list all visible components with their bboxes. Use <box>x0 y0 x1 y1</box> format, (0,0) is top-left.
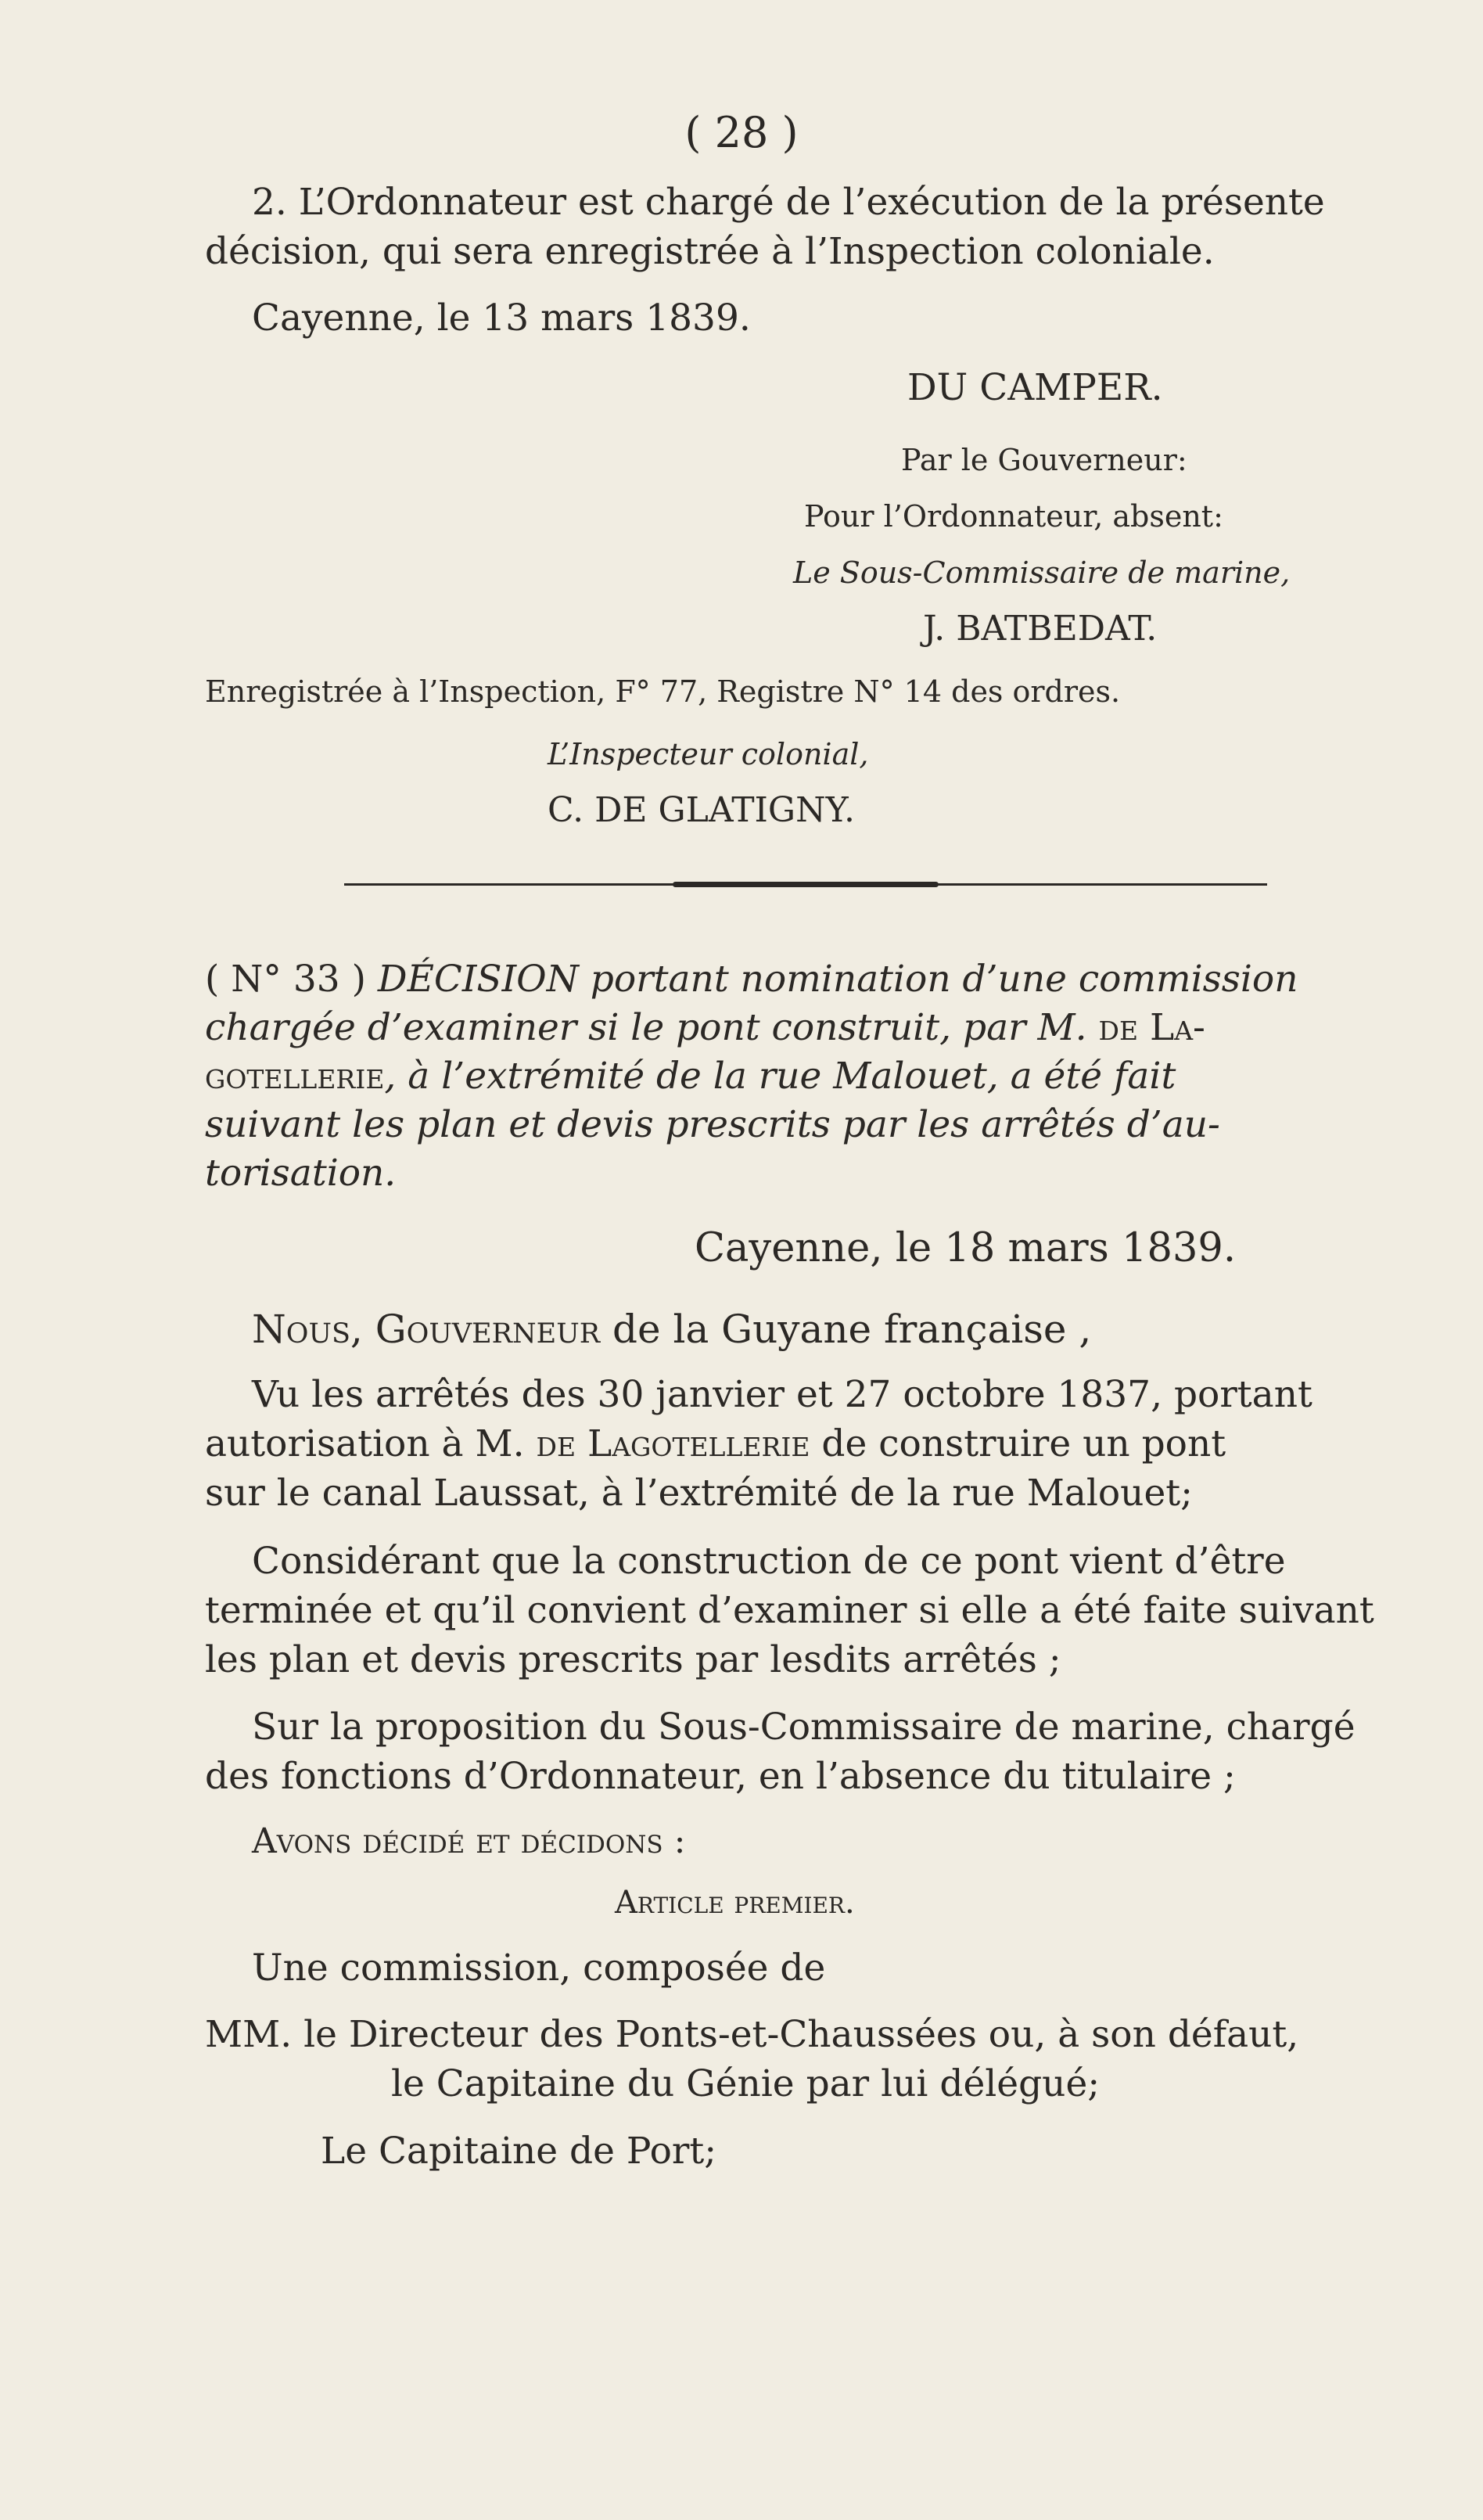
nous-line <box>252 1308 1091 1351</box>
decision-heading-line-4: suivant les plan et devis prescrits par les arrêtés d’au- <box>205 1103 1220 1146</box>
article-2-line-1: 2. L’Ordonnateur est chargé de l’exécution de la présente <box>252 181 1325 224</box>
vu-line-3: sur le canal Laussat, à l’extrémité de la rue Malouet; <box>205 1472 1193 1515</box>
decision-heading-line-3 <box>205 1056 1176 1097</box>
avons-decide: Avons décidé et décidons : <box>252 1821 686 1861</box>
decision-heading-line-1 <box>205 959 1298 1000</box>
vu-line-2-a: autorisation à M. <box>205 1422 537 1465</box>
decision-number: ( N° 33 ) <box>205 958 366 1001</box>
commission-line: Une commission, composée de <box>252 1947 826 1990</box>
nous-word: Nous <box>252 1307 350 1352</box>
vu-line-2 <box>205 1424 1226 1465</box>
decision-heading-word: DÉCISION <box>377 958 579 1001</box>
inspecteur-title: L’Inspecteur colonial, <box>548 737 869 771</box>
members-line-2: le Capitaine du Génie par lui délégué; <box>391 2062 1101 2105</box>
section-divider <box>344 881 1267 888</box>
inspecteur-name: C. DE GLATIGNY. <box>548 790 855 830</box>
decision-heading-line-5: torisation. <box>205 1152 397 1195</box>
considerant-line-3: les plan et devis prescrits par lesdits arrêtés ; <box>205 1638 1061 1681</box>
page-number: ( 28 ) <box>684 108 799 157</box>
nous-comma: , <box>350 1307 375 1352</box>
pour-ordonnateur: Pour l’Ordonnateur, absent: <box>804 499 1223 534</box>
members-line-1: MM. le Directeur des Ponts-et-Chaussées ou, à son défaut, <box>205 2013 1299 2056</box>
decision-title-1: portant nomination d’une commission <box>590 958 1298 1001</box>
members-line-3: Le Capitaine de Port; <box>321 2130 717 2173</box>
considerant-line-1: Considérant que la construction de ce pont vient d’être <box>252 1540 1286 1583</box>
decision-title-2: chargée d’examiner si le pont construit, par M. <box>205 1006 1087 1049</box>
gouverneur-word: Gouverneur <box>375 1307 601 1352</box>
prev-decision-date: Cayenne, le 13 mars 1839. <box>252 297 751 340</box>
vu-line-2-name: de Lagotellerie <box>536 1422 810 1465</box>
decision-title-2-sc: de La- <box>1098 1006 1205 1049</box>
par-le-gouverneur: Par le Gouverneur: <box>901 443 1187 477</box>
vu-line-1: Vu les arrêtés des 30 janvier et 27 octobre 1837, portant <box>252 1373 1312 1416</box>
considerant-line-2: terminée et qu’il convient d’examiner si elle a été faite suivant <box>205 1589 1374 1632</box>
sous-commissaire-title: Le Sous-Commissaire de marine, <box>793 555 1291 590</box>
sous-commissaire-name: J. BATBEDAT. <box>923 609 1158 649</box>
decision-date: Cayenne, le 18 mars 1839. <box>695 1225 1237 1271</box>
vu-line-2-c: de construire un pont <box>810 1422 1226 1465</box>
article-2-line-2: décision, qui sera enregistrée à l’Inspection coloniale. <box>205 230 1215 273</box>
registration-line: Enregistrée à l’Inspection, F° 77, Registre N° 14 des ordres. <box>205 674 1121 709</box>
article-premier: Article premier. <box>615 1885 855 1921</box>
nous-rest: de la Guyane française , <box>600 1307 1092 1352</box>
decision-title-3-sc: gotellerie <box>205 1055 385 1098</box>
decision-heading-line-2 <box>205 1008 1205 1048</box>
proposition-line-1: Sur la proposition du Sous-Commissaire de marine, chargé <box>252 1706 1356 1749</box>
signature-du-camper: DU CAMPER. <box>907 366 1163 409</box>
decision-title-3: , à l’extrémité de la rue Malouet, a été fait <box>384 1055 1176 1098</box>
proposition-line-2: des fonctions d’Ordonnateur, en l’absence du titulaire ; <box>205 1755 1236 1798</box>
